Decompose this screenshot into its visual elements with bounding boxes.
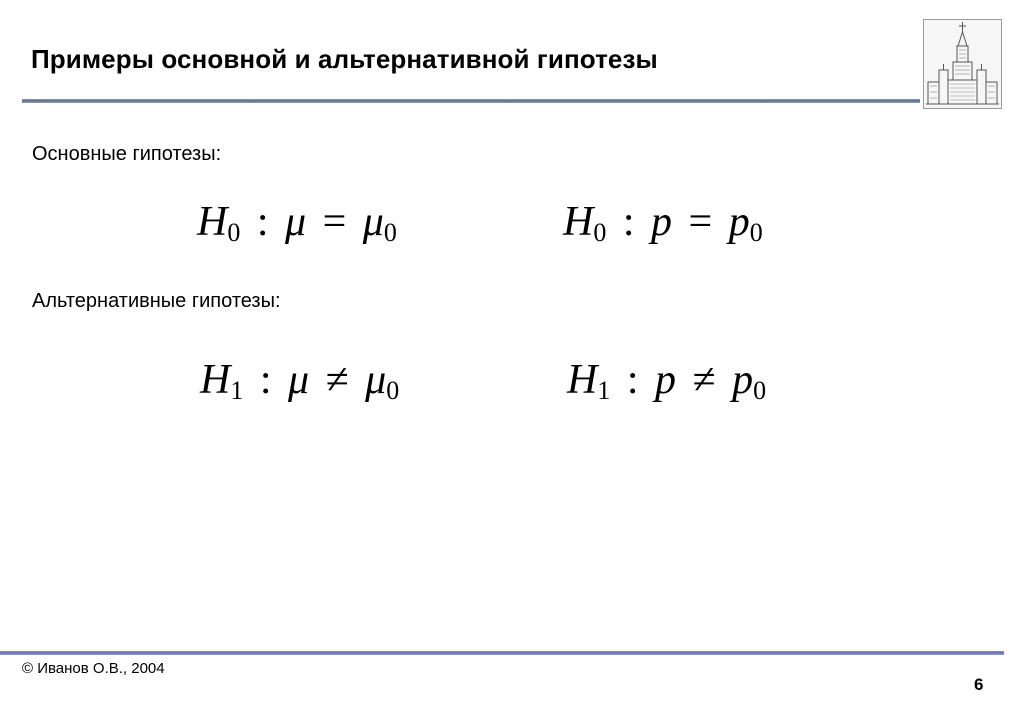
copyright-text: © Иванов О.В., 2004 [22, 660, 165, 677]
formula-h0-p [563, 201, 763, 246]
formula-colon: : [259, 357, 272, 403]
formula-symbol: p [728, 199, 750, 245]
formula-subscript: 0 [749, 218, 763, 247]
slide-title: Примеры основной и альтернативной гипотезы [31, 44, 658, 74]
formula-h1-mu [200, 359, 399, 404]
formula-symbol: μ [365, 357, 387, 403]
null-hypotheses-label: Основные гипотезы: [32, 143, 222, 165]
title-divider [22, 99, 920, 103]
formula-operator: = [322, 199, 347, 245]
formula-symbol: p [732, 357, 754, 403]
formula-operator: ≠ [325, 357, 349, 403]
formula-subscript: 1 [597, 376, 611, 405]
formula-symbol: μ [362, 199, 384, 245]
formula-symbol: μ [285, 199, 307, 245]
formula-subscript: 0 [227, 218, 241, 247]
formula-symbol: H [567, 357, 598, 403]
footer-divider [0, 651, 1004, 655]
formula-subscript: 1 [230, 376, 244, 405]
university-building-svg [924, 20, 1001, 108]
formula-h1-p [567, 359, 766, 404]
formula-subscript: 0 [386, 376, 400, 405]
formula-operator: ≠ [692, 357, 716, 403]
university-building-icon [923, 19, 1002, 109]
page-number: 6 [974, 675, 984, 694]
formula-symbol: p [655, 357, 677, 403]
alt-hypotheses-label: Альтернативные гипотезы: [32, 290, 281, 312]
formula-subscript: 0 [593, 218, 607, 247]
formula-symbol: μ [288, 357, 310, 403]
formula-subscript: 0 [753, 376, 767, 405]
formula-h0-mu [197, 201, 397, 246]
formula-symbol: H [200, 357, 231, 403]
formula-symbol: H [563, 199, 594, 245]
formula-symbol: H [197, 199, 228, 245]
formula-colon: : [626, 357, 639, 403]
formula-colon: : [256, 199, 269, 245]
formula-symbol: p [651, 199, 673, 245]
formula-subscript: 0 [383, 218, 397, 247]
formula-colon: : [622, 199, 635, 245]
formula-operator: = [688, 199, 713, 245]
